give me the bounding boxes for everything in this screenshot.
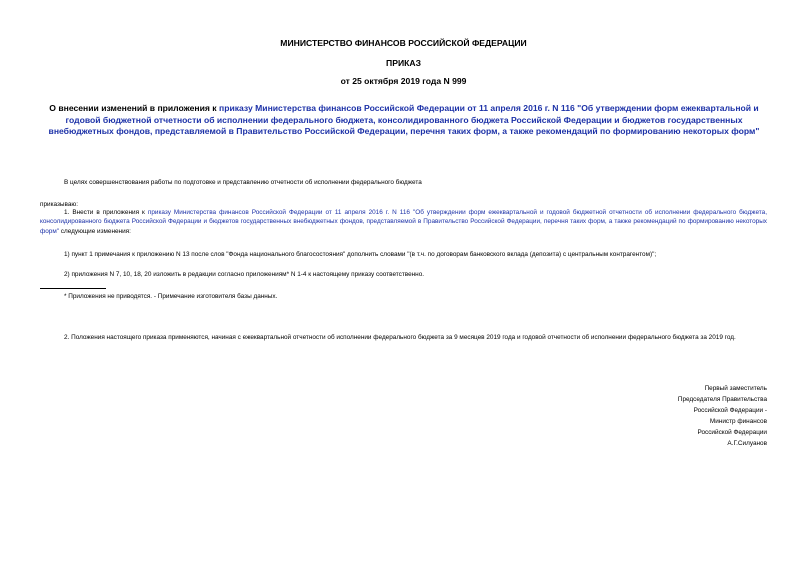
document-type-heading: ПРИКАЗ <box>386 58 421 68</box>
footnote: * Приложения не приводятся. - Примечание изготовителя базы данных. <box>64 293 278 300</box>
title-prefix: О внесении изменений в приложения к <box>49 103 219 113</box>
footnote-divider <box>40 288 106 289</box>
intro-paragraph: В целях совершенствования работы по подготовке и представлению отчетности об исполнении федерального бюджета <box>64 179 422 186</box>
item-1-suffix: следующие изменения: <box>59 227 131 235</box>
subitem-1: 1) пункт 1 примечания к приложению N 13 после слов "Фонда национального благосостояния" дополнить словами "(в т.ч. по договорам банковского вклада (депозита) с центральным контрагентом)"; <box>64 251 657 258</box>
signature-line: Российской Федерации - <box>693 407 767 414</box>
item-1-paragraph <box>40 208 767 236</box>
item-1-link[interactable]: приказу Министерства финансов Российской Федерации от 11 апреля 2016 г. N 116 "Об утверждении форм ежеквартальной и годовой бюджетной отчетности об исполнении федерального бюджета, консолидированного бюджета Российской Федерации и бюджетов государственных внебюджетных фондов, представляемой в Правительство Российской Федерации, перечня таких форм, а также рекомендаций по формированию некоторых форм" <box>40 209 767 235</box>
signature-line: Первый заместитель <box>704 385 767 392</box>
item-1-prefix: 1. Внести в приложения к <box>64 209 148 216</box>
orders-word: приказываю: <box>40 201 78 208</box>
title-link[interactable]: приказу Министерства финансов Российской Федерации от 11 апреля 2016 г. N 116 "Об утверждении форм ежеквартальной и годовой бюджетной отчетности об исполнении федерального бюджета, консолидированного бюджета Российской Федерации и бюджетов государственных внебюджетных фондов, представляемой в Правительство Российской Федерации, перечня таких форм, а также рекомендаций по формированию некоторых форм" <box>48 103 760 136</box>
signature-line: Председателя Правительства <box>677 396 767 403</box>
signature-block <box>567 383 767 449</box>
document-title <box>34 103 774 138</box>
date-number-heading: от 25 октября 2019 года N 999 <box>340 76 467 86</box>
item-2-paragraph: 2. Положения настоящего приказа применяются, начиная с ежеквартальной отчетности об исполнении федерального бюджета за 9 месяцев 2019 года и годовой отчетности об исполнении федерального бюджета за 2019 год. <box>64 334 736 341</box>
signature-line: Министр финансов <box>709 418 767 425</box>
ministry-heading: МИНИСТЕРСТВО ФИНАНСОВ РОССИЙСКОЙ ФЕДЕРАЦИИ <box>280 38 527 48</box>
signature-name: А.Г.Силуанов <box>727 440 767 447</box>
signature-line: Российской Федерации <box>697 429 767 436</box>
subitem-2: 2) приложения N 7, 10, 18, 20 изложить в редакции согласно приложениям* N 1-4 к настоящему приказу соответственно. <box>64 271 425 278</box>
